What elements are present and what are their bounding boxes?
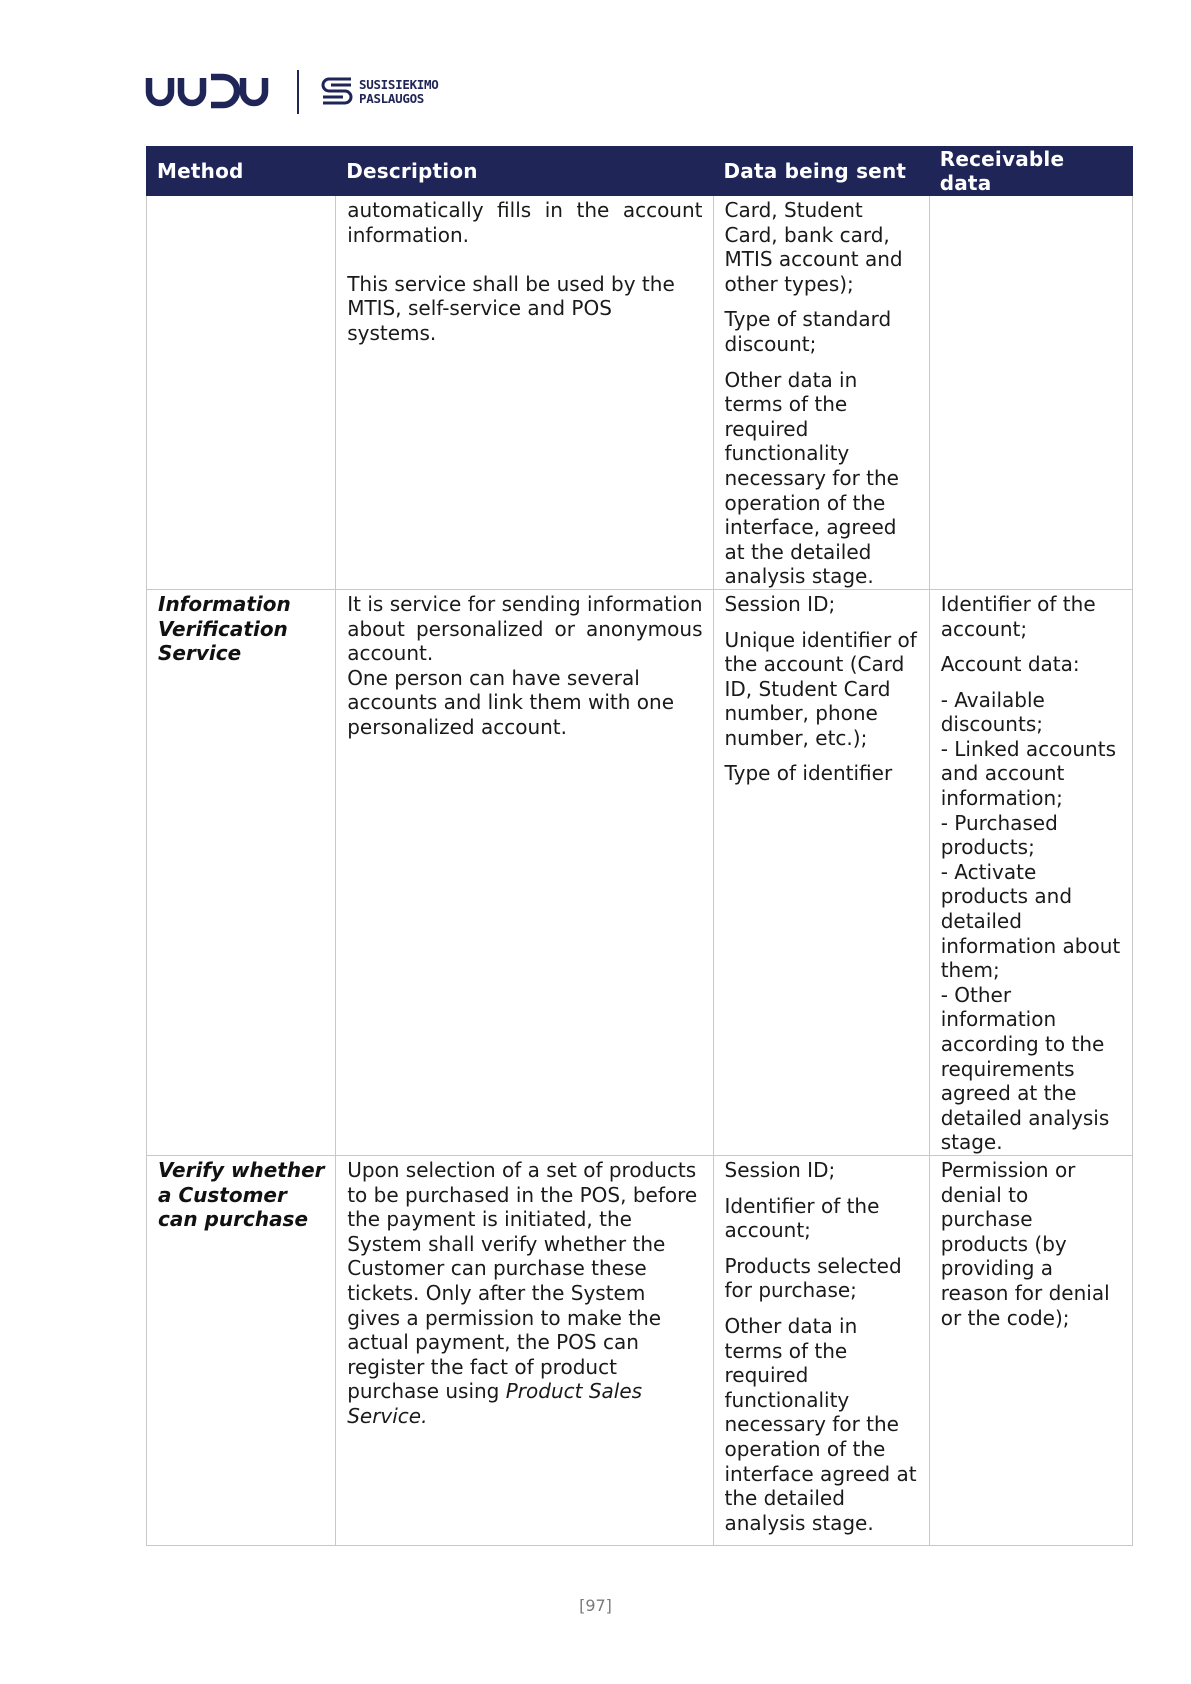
interface-methods-table	[146, 146, 1133, 1546]
table-row	[147, 196, 1133, 590]
method-cell: Verify whether a Customer can purchase	[147, 1155, 336, 1545]
description-cell: Upon selection of a set of products to be purchased in the POS, before the payment is initiated, the System shall verify whether the Customer can purchase these tickets. Only after the System gives a permission to make the actual payment, the POS can register the fact of product purchase using Product Sales Service.	[336, 1155, 713, 1545]
receivable-cell: Identifier of the account; Account data: - Available discounts; - Linked accounts and account information; - Purchased products; - Activate products and detailed information about them; - Other information according to the requirements agreed at the detailed analysis stage.	[929, 589, 1132, 1155]
column-header-method: Method	[147, 147, 336, 196]
product-sales-service-reference: Product Sales Service.	[347, 1379, 643, 1428]
susisiekimo-paslaugos-logo-text: SUSISIEKIMO PASLAUGOS	[359, 77, 439, 106]
table-row	[147, 589, 1133, 1155]
susisiekimo-paslaugos-logo-mark	[319, 75, 355, 109]
method-cell	[147, 196, 336, 590]
column-header-description: Description	[336, 147, 713, 196]
receivable-cell: Permission or denial to purchase products (by providing a reason for denial or the code);	[929, 1155, 1132, 1545]
column-header-receivable-data: Receivable data	[929, 147, 1132, 196]
column-header-data-being-sent: Data being sent	[713, 147, 929, 196]
description-cell: It is service for sending information about personalized or anonymous account. One person can have several accounts and link them with one personalized account.	[336, 589, 713, 1155]
table-row	[147, 1155, 1133, 1545]
page-number: [97]	[579, 1596, 612, 1615]
table-header-row	[147, 147, 1133, 196]
document-header	[145, 68, 438, 116]
receivable-cell	[929, 196, 1132, 590]
data-sent-cell: Session ID; Unique identifier of the account (Card ID, Student Card number, phone number, etc.); Type of identifier	[713, 589, 929, 1155]
judu-logo	[145, 72, 275, 112]
data-sent-cell: Card, Student Card, bank card, MTIS account and other types); Type of standard discount; Other data in terms of the required functionality necessary for the operation of the interface, agreed at the detailed analysis stage.	[713, 196, 929, 590]
logo-divider	[297, 70, 299, 114]
description-cell: automatically fills in the account information. This service shall be used by the MTIS, self-service and POS systems.	[336, 196, 713, 590]
method-cell: Information Verification Service	[147, 589, 336, 1155]
data-sent-cell: Session ID; Identifier of the account; Products selected for purchase; Other data in terms of the required functionality necessary for the operation of the interface agreed at the detailed analysis stage.	[713, 1155, 929, 1545]
